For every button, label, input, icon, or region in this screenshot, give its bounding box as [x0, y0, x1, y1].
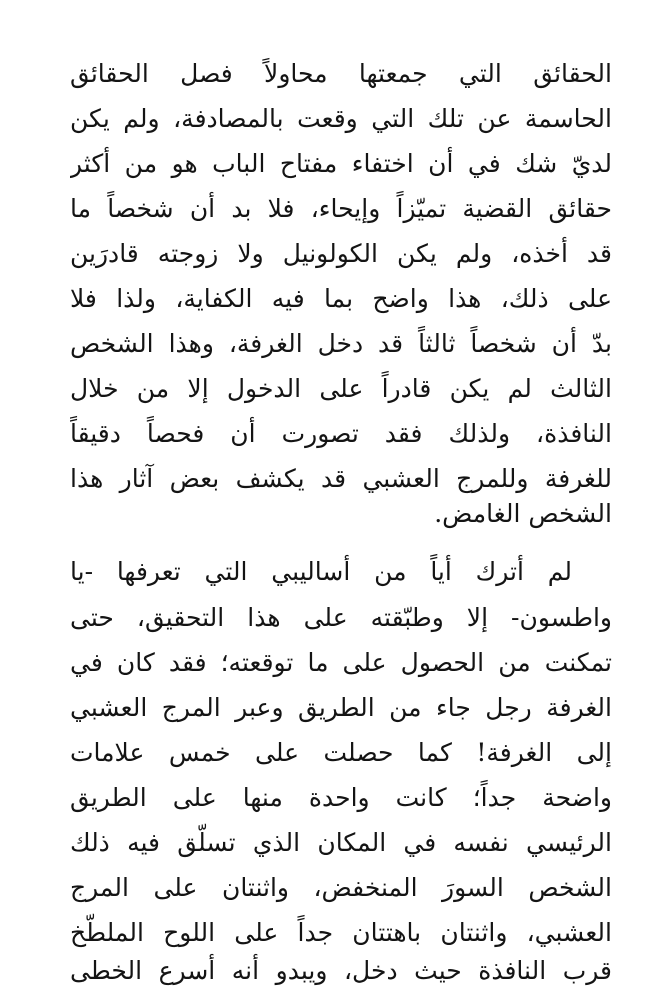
paragraph-2-line-5: إلى الغرفة! كما حصلت على خمس علامات: [70, 738, 612, 767]
paragraph-2-line-8: الشخص السورَ المنخفض، واثنتان على المرج: [70, 873, 612, 902]
paragraph-2-line-7: الرئيسي نفسه في المكان الذي تسلّق فيه ذلك: [70, 828, 612, 857]
paragraph-1-line-4: حقائق القضية تميّزاً وإيحاء، فلا بد أن شخصاً ما: [70, 194, 612, 223]
paragraph-1-line-3: لديّ شك في أن اختفاء مفتاح الباب هو من أكثر: [70, 149, 612, 178]
paragraph-2-line-6: واضحة جداً؛ كانت واحدة منها على الطريق: [70, 783, 612, 812]
paragraph-1-line-9: النافذة، ولذلك فقد تصورت أن فحصاً دقيقاً: [70, 419, 612, 448]
paragraph-1-line-8: الثالث لم يكن قادراً على الدخول إلا من خلال: [70, 374, 612, 403]
paragraph-1-line-11: الشخص الغامض.: [434, 499, 612, 528]
paragraph-1-line-7: بدّ أن شخصاً ثالثاً قد دخل الغرفة، وهذا الشخص: [70, 329, 612, 358]
paragraph-1-line-1: الحقائق التي جمعتها محاولاً فصل الحقائق: [70, 59, 612, 88]
paragraph-1-line-5: قد أخذه، ولم يكن الكولونيل ولا زوجته قادرَين: [70, 239, 612, 268]
paragraph-2-line-9: العشبي، واثنتان باهتتان جداً على اللوح الملطّخ: [70, 918, 612, 947]
paragraph-1-line-2: الحاسمة عن تلك التي وقعت بالمصادفة، ولم يكن: [70, 104, 612, 133]
paragraph-2-line-3: تمكنت من الحصول على ما توقعته؛ فقد كان في: [70, 648, 612, 677]
paragraph-1-line-6: على ذلك، هذا واضح بما فيه الكفاية، ولذا فلا: [70, 284, 612, 313]
paragraph-2-line-10: قرب النافذة حيث دخل، ويبدو أنه أسرع الخطى: [70, 956, 612, 985]
paragraph-1-line-10: للغرفة وللمرج العشبي قد يكشف بعض آثار هذا: [70, 464, 612, 493]
paragraph-2-line-2: واطسون- إلا وطبّقته على هذا التحقيق، حتى: [70, 603, 612, 632]
paragraph-2-line-4: الغرفة رجل جاء من الطريق وعبر المرج العشبي: [70, 693, 612, 722]
paragraph-2-line-1: لم أترك أياً من أساليبي التي تعرفها -يا: [70, 557, 572, 586]
